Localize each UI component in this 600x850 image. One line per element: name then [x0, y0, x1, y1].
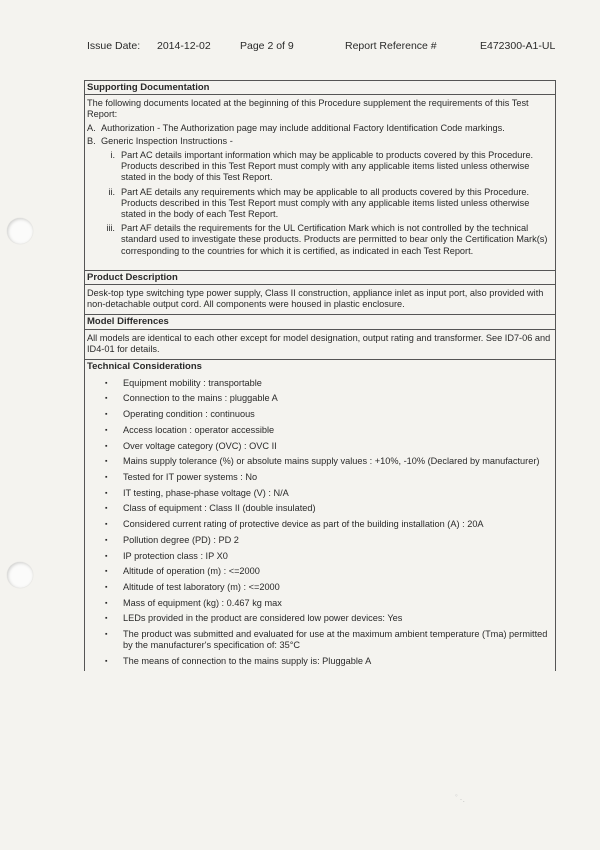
sub-item-text: Part AF details the requirements for the UL Certification Mark which is not controlled by the technical standard used to investigate these products. Products are permitted to bear only the Certification Mark(s) corresponding to the countries for which it is certified, as indicated in each Test Report. [121, 223, 548, 256]
bullet-icon: ▪ [105, 631, 108, 639]
model-differences-section [84, 314, 556, 359]
bullet-icon: ▪ [105, 583, 108, 591]
punch-hole-bottom [7, 562, 33, 588]
bullet-icon: ▪ [105, 521, 108, 529]
bullet-text: Mains supply tolerance (%) or absolute mains supply values : +10%, -10% (Declared by manufacturer) [123, 456, 540, 467]
bullet-text: Class of equipment : Class II (double insulated) [123, 503, 316, 514]
bullet-item [87, 566, 553, 577]
bullet-icon: ▪ [105, 615, 108, 623]
section-title: Supporting Documentation [85, 80, 555, 95]
bullet-text: Access location : operator accessible [123, 424, 275, 435]
page-header [0, 40, 600, 54]
section-gap [84, 261, 556, 270]
bullet-icon: ▪ [105, 657, 108, 665]
bullet-icon: ▪ [105, 411, 108, 419]
sub-item [87, 223, 553, 257]
bullet-icon: ▪ [105, 473, 108, 481]
sub-item-label: ii. [108, 186, 115, 197]
bullet-text: Over voltage category (OVC) : OVC II [123, 440, 277, 451]
bullet-item [87, 441, 553, 452]
report-ref-label: Report Reference # [345, 40, 437, 52]
supporting-documentation-section [84, 80, 556, 261]
section-title: Model Differences [85, 314, 555, 329]
bullet-text: Connection to the mains : pluggable A [123, 393, 278, 404]
product-description-text: Desk-top type switching type power supply, Class II construction, appliance inlet as input port, also provided with non-detachable output cord. All components were housed in plastic enclosure. [87, 288, 544, 310]
bullet-item [87, 551, 553, 562]
bullet-icon: ▪ [105, 426, 108, 434]
bullet-item [87, 425, 553, 436]
bullet-icon: ▪ [105, 489, 108, 497]
report-body [84, 80, 556, 671]
bullet-text: Altitude of operation (m) : <=2000 [123, 566, 260, 577]
bullet-text: Equipment mobility : transportable [123, 377, 262, 388]
sub-item-label: iii. [106, 223, 115, 234]
bullet-icon: ▪ [105, 379, 108, 387]
sub-item [87, 150, 553, 184]
bullet-item [87, 393, 553, 404]
bullet-item [87, 535, 553, 546]
supporting-intro: The following documents located at the beginning of this Procedure supplement the requirements of this Test Report: [87, 98, 529, 120]
item-label: A. [87, 122, 96, 133]
bullet-icon: ▪ [105, 536, 108, 544]
bullet-icon: ▪ [105, 552, 108, 560]
bullet-item [87, 456, 553, 467]
report-ref: E472300-A1-UL [480, 40, 556, 52]
bullet-item [87, 472, 553, 483]
bullet-text: The product was submitted and evaluated for use at the maximum ambient temperature (Tma) permitted by the manufacturer's specification of: 35°C [123, 629, 548, 651]
bullet-text: Operating condition : continuous [123, 409, 255, 420]
bullet-text: Altitude of test laboratory (m) : <=2000 [123, 581, 280, 592]
bullet-item [87, 488, 553, 499]
section-title: Technical Considerations [85, 359, 555, 373]
bullet-item [87, 503, 553, 514]
model-differences-text: All models are identical to each other except for model designation, output rating and transformer. See ID7-06 and ID4-01 for details. [87, 332, 551, 354]
bullet-text: The means of connection to the mains supply is: Pluggable A [123, 655, 372, 666]
bullet-icon: ▪ [105, 599, 108, 607]
sub-item-label: i. [110, 150, 115, 161]
bullet-text: IP protection class : IP X0 [123, 550, 228, 561]
bullet-item [87, 629, 553, 651]
list-item [87, 123, 553, 134]
sub-item-text: Part AC details important information which may be applicable to products covered by this Procedure. Products described in this Test Report must comply with any applicable items listed unless otherwise stated in the body of this Test Report. [121, 150, 534, 183]
bullet-text: IT testing, phase-phase voltage (V) : N/A [123, 487, 289, 498]
bullet-item [87, 598, 553, 609]
bullet-icon: ▪ [105, 442, 108, 450]
item-label: B. [87, 135, 96, 146]
technical-list [87, 378, 553, 667]
item-text: Authorization - The Authorization page may include additional Factory Identification Code markings. [101, 122, 505, 133]
sub-item-text: Part AE details any requirements which may be applicable to all products covered by this Procedure. Products described in this Test Report must comply with any applicable items listed unless otherwise stated in the body of each Test Report. [121, 186, 530, 220]
bullet-text: Pollution degree (PD) : PD 2 [123, 534, 239, 545]
bullet-item [87, 519, 553, 530]
bullet-icon: ▪ [105, 395, 108, 403]
bullet-text: Considered current rating of protective device as part of the building installation (A) : 20A [123, 519, 484, 530]
section-title: Product Description [85, 270, 555, 285]
bullet-item [87, 613, 553, 624]
bullet-icon: ▪ [105, 505, 108, 513]
item-text: Generic Inspection Instructions - [101, 135, 233, 146]
bullet-item [87, 582, 553, 593]
product-description-section [84, 270, 556, 315]
punch-hole-top [7, 218, 33, 244]
sub-item [87, 187, 553, 221]
page-number: Page 2 of 9 [240, 40, 294, 52]
issue-date-label: Issue Date: [87, 40, 141, 52]
bullet-item [87, 656, 553, 667]
bullet-text: Tested for IT power systems : No [123, 471, 258, 482]
scan-mark: ﾟ·. [455, 794, 465, 804]
bullet-icon: ▪ [105, 568, 108, 576]
bullet-text: Mass of equipment (kg) : 0.467 kg max [123, 597, 282, 608]
bullet-item [87, 378, 553, 389]
list-item [87, 136, 553, 147]
bullet-text: LEDs provided in the product are considered low power devices: Yes [123, 613, 403, 624]
bullet-icon: ▪ [105, 458, 108, 466]
bullet-item [87, 409, 553, 420]
issue-date: 2014-12-02 [157, 40, 211, 52]
technical-considerations-section [84, 359, 556, 671]
